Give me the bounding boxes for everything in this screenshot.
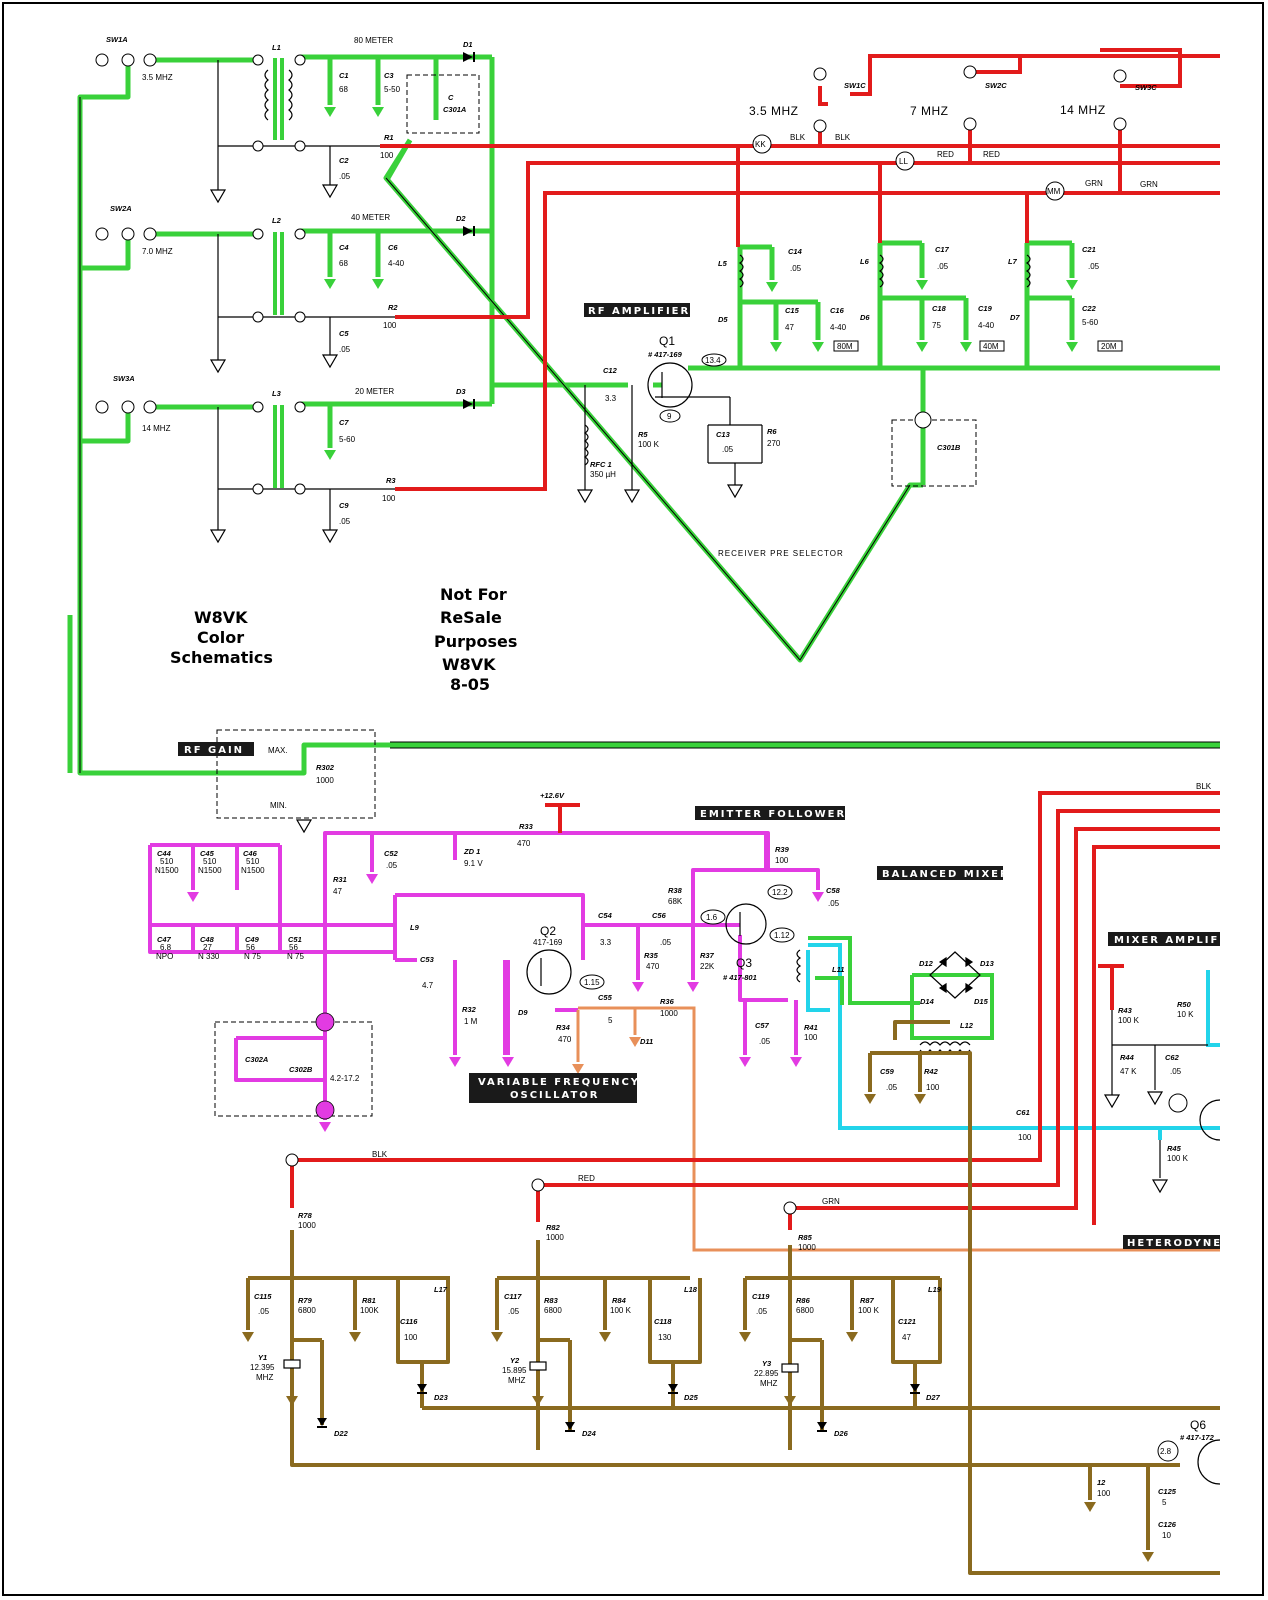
label-b40: 40M <box>983 342 999 351</box>
y2-value: 15.895 <box>502 1366 527 1375</box>
c45-label: C45 <box>200 849 214 858</box>
d7-label: D7 <box>1010 313 1020 322</box>
l11-label: L11 <box>832 965 845 974</box>
label-40m: 40 METER <box>351 213 391 222</box>
r302-label: R302 <box>316 763 334 772</box>
c7-label: C7 <box>339 418 349 427</box>
y2-label: Y2 <box>510 1356 520 1365</box>
r87-value: 100 K <box>858 1306 879 1315</box>
c-label: C <box>448 93 454 102</box>
r41-label: R41 <box>804 1023 818 1032</box>
q1-drain-voltage: 13.4 <box>705 356 721 365</box>
y3-label: Y3 <box>762 1359 772 1368</box>
tag-grn-3: GRN <box>822 1197 840 1206</box>
r41-value: 100 <box>804 1033 818 1042</box>
q1-part: # 417-169 <box>648 350 682 359</box>
c47-label: C47 <box>157 935 171 944</box>
watermark-right-5: 8-05 <box>450 675 491 694</box>
q3-collector-voltage: 12.2 <box>772 888 788 897</box>
label-top-7: 7 MHZ <box>910 104 949 118</box>
y1-unit: MHZ <box>256 1373 274 1382</box>
tag-blk-4: BLK <box>372 1150 388 1159</box>
tag-red-3: RED <box>578 1174 595 1183</box>
r3-value: 100 <box>382 494 396 503</box>
l17-label: L17 <box>434 1285 447 1294</box>
vcc-label: +12.6V <box>540 791 564 800</box>
title-rf-gain: RF GAIN <box>184 745 245 756</box>
heterodyne-labels <box>250 1211 1215 1540</box>
c59-label: C59 <box>880 1067 894 1076</box>
c302b-label: C302B <box>289 1065 313 1074</box>
c116-label: C116 <box>400 1317 418 1326</box>
watermark-right-4: W8VK <box>442 655 496 674</box>
title-vfo-2: OSCILLATOR <box>510 1090 600 1101</box>
d24-label: D24 <box>582 1429 596 1438</box>
c21-label: C21 <box>1082 245 1096 254</box>
c115-label: C115 <box>254 1292 272 1301</box>
c12-label: C12 <box>603 366 617 375</box>
title-mixer-amplifier: MIXER AMPLIF <box>1114 935 1220 946</box>
r2-label: R2 <box>388 303 398 312</box>
r86-value: 6800 <box>796 1306 814 1315</box>
r39-label: R39 <box>775 845 789 854</box>
c53-value: 4.7 <box>422 981 434 990</box>
r12-label: 12 <box>1097 1478 1106 1487</box>
rfc1-label: RFC 1 <box>590 460 612 469</box>
c18-value: 75 <box>932 321 941 330</box>
c13-label: C13 <box>716 430 730 439</box>
d11-label: D11 <box>640 1037 654 1046</box>
c5-value: .05 <box>339 345 351 354</box>
c15-label: C15 <box>785 306 799 315</box>
l12-label: L12 <box>960 1021 973 1030</box>
d23-label: D23 <box>434 1393 448 1402</box>
c59-value: .05 <box>886 1083 898 1092</box>
vcc-rail <box>545 805 580 833</box>
c44-tc: N1500 <box>155 866 179 875</box>
test-point-4 <box>1169 1094 1187 1112</box>
c118-value: 130 <box>658 1333 672 1342</box>
q-mixer-amp-partial <box>1200 1100 1220 1140</box>
c55-label: C55 <box>598 993 612 1002</box>
c3-value: 5-50 <box>384 85 401 94</box>
r37-label: R37 <box>700 951 714 960</box>
r302-value: 1000 <box>316 776 334 785</box>
c22-label: C22 <box>1082 304 1096 313</box>
y3-value: 22.895 <box>754 1369 779 1378</box>
transformer-l1 <box>265 58 292 140</box>
c52-value: .05 <box>386 861 398 870</box>
r78-label: R78 <box>298 1211 312 1220</box>
r85-label: R85 <box>798 1233 812 1242</box>
c56-value: .05 <box>660 938 672 947</box>
coils <box>585 255 1030 465</box>
r34-label: R34 <box>556 1023 570 1032</box>
title-vfo-1: VARIABLE FREQUENCY <box>478 1077 641 1088</box>
rfc1-value: 350 µH <box>590 470 616 479</box>
title-boxes <box>178 303 1223 1249</box>
label-80m: 80 METER <box>354 36 394 45</box>
r33-value: 470 <box>517 839 531 848</box>
green-ground-arrows <box>324 107 1078 460</box>
d5-label: D5 <box>718 315 728 324</box>
c54-value: 3.3 <box>600 938 612 947</box>
r78-value: 1000 <box>298 1221 316 1230</box>
c7-value: 5-60 <box>339 435 356 444</box>
d26-label: D26 <box>834 1429 848 1438</box>
r35-label: R35 <box>644 951 658 960</box>
label-f2: 7.0 MHZ <box>142 247 173 256</box>
c9-label: C9 <box>339 501 349 510</box>
r37-value: 22K <box>700 962 715 971</box>
c49-tc: N 75 <box>244 952 261 961</box>
tag-grn-1: GRN <box>1085 179 1103 188</box>
r42-value: 100 <box>926 1083 940 1092</box>
component-labels-top <box>272 40 1100 526</box>
mixer-cyan-wiring <box>808 945 1220 1140</box>
c48-tc: N 330 <box>198 952 220 961</box>
q1-label: Q1 <box>659 334 676 348</box>
label-20m: 20 METER <box>355 387 395 396</box>
transformer-l11 <box>797 950 800 982</box>
c47-tc: NPO <box>156 952 174 961</box>
c13-value: .05 <box>722 445 734 454</box>
r34-value: 470 <box>558 1035 572 1044</box>
r31-value: 47 <box>333 887 342 896</box>
d3-label: D3 <box>456 387 466 396</box>
heterodyne-terminals <box>286 1154 1178 1461</box>
title-heterodyne: HETERODYNE <box>1127 1238 1223 1249</box>
d12-label: D12 <box>919 959 933 968</box>
c117-value: .05 <box>508 1307 520 1316</box>
r50-label: R50 <box>1177 1000 1191 1009</box>
ground-symbols-mixer <box>297 820 1167 1192</box>
c119-label: C119 <box>752 1292 770 1301</box>
c58-label: C58 <box>826 886 840 895</box>
watermark-left-1: W8VK <box>194 608 248 627</box>
d25-label: D25 <box>684 1393 698 1402</box>
watermark-left-3: Schematics <box>170 648 273 667</box>
r12-value: 100 <box>1097 1489 1111 1498</box>
r83-value: 6800 <box>544 1306 562 1315</box>
r36-label: R36 <box>660 997 674 1006</box>
r85-value: 1000 <box>798 1243 816 1252</box>
c302-value: 4.2-17.2 <box>330 1074 360 1083</box>
c49-label: C49 <box>245 935 259 944</box>
crystals <box>284 1360 798 1372</box>
min-label: MIN. <box>270 801 287 810</box>
r6-value: 270 <box>767 439 781 448</box>
tag-grn-2: GRN <box>1140 180 1158 189</box>
c125-value: 5 <box>1162 1498 1167 1507</box>
c5-label: C5 <box>339 329 349 338</box>
l6-label: L6 <box>860 257 869 266</box>
tag-blk-1: BLK <box>790 133 806 142</box>
c58-value: .05 <box>828 899 840 908</box>
r45-label: R45 <box>1167 1144 1181 1153</box>
watermark-right-2: ReSale <box>440 608 502 627</box>
c45-value: 510 <box>203 857 217 866</box>
label-b20: 20M <box>1101 342 1117 351</box>
q6-transistor <box>1198 1440 1220 1484</box>
zd1-value: 9.1 V <box>464 859 483 868</box>
c9-value: .05 <box>339 517 351 526</box>
orange-arrows <box>572 1037 641 1074</box>
d15-label: D15 <box>974 997 988 1006</box>
r86-label: R86 <box>796 1296 810 1305</box>
rf-input-outline <box>80 97 1220 773</box>
label-sw2a: SW2A <box>110 204 132 213</box>
c117-label: C117 <box>504 1292 522 1301</box>
c48-value: 27 <box>203 943 212 952</box>
q6-voltage: 2.8 <box>1160 1447 1172 1456</box>
r81-value: 100K <box>360 1306 379 1315</box>
label-sw3a: SW3A <box>113 374 135 383</box>
tag-ll: LL <box>899 157 908 166</box>
label-sw1c: SW1C <box>844 81 866 90</box>
c1-value: 68 <box>339 85 348 94</box>
c121-label: C121 <box>898 1317 916 1326</box>
c16-value: 4-40 <box>830 323 847 332</box>
c56-label: C56 <box>652 911 666 920</box>
label-f1: 3.5 MHZ <box>142 73 173 82</box>
r1-value: 100 <box>380 151 394 160</box>
rf-gain-labels <box>268 746 335 810</box>
q2-part: 417-169 <box>533 938 563 947</box>
r39-value: 100 <box>775 856 789 865</box>
q3-part: # 417-801 <box>723 973 757 982</box>
tag-mm: MM <box>1047 187 1061 196</box>
c302a-label: C302A <box>245 1055 269 1064</box>
transformer-l2 <box>275 232 282 315</box>
c301a-label: C301A <box>443 105 467 114</box>
c49-value: 56 <box>246 943 255 952</box>
c2-label: C2 <box>339 156 349 165</box>
c4-value: 68 <box>339 259 348 268</box>
d22-label: D22 <box>334 1429 348 1438</box>
r79-label: R79 <box>298 1296 312 1305</box>
r42-label: R42 <box>924 1067 938 1076</box>
c6-value: 4-40 <box>388 259 405 268</box>
q2-source-voltage: 1.15 <box>584 978 600 987</box>
c62-label: C62 <box>1165 1053 1179 1062</box>
title-balanced-mixer: BALANCED MIXER <box>882 869 1010 880</box>
c18-label: C18 <box>932 304 946 313</box>
tag-red-2: RED <box>983 150 1000 159</box>
d9-label: D9 <box>518 1008 528 1017</box>
y1-value: 12.395 <box>250 1363 275 1372</box>
r35-value: 470 <box>646 962 660 971</box>
y3-unit: MHZ <box>760 1379 778 1388</box>
tag-red-1: RED <box>937 150 954 159</box>
c51-value: 56 <box>289 943 298 952</box>
c46-tc: N1500 <box>241 866 265 875</box>
q1-source-voltage: 9 <box>667 412 672 421</box>
c57-value: .05 <box>759 1037 771 1046</box>
c126-label: C126 <box>1158 1520 1176 1529</box>
c52-label: C52 <box>384 849 398 858</box>
c14-label: C14 <box>788 247 802 256</box>
watermark-left-2: Color <box>197 628 245 647</box>
c14-value: .05 <box>790 264 802 273</box>
r44-value: 47 K <box>1120 1067 1137 1076</box>
c61-value: 100 <box>1018 1133 1032 1142</box>
r43-value: 100 K <box>1118 1016 1139 1025</box>
label-receiver-preselector: RECEIVER PRE SELECTOR <box>718 549 844 558</box>
l5-label: L5 <box>718 259 727 268</box>
l2-label: L2 <box>272 216 281 225</box>
c45-tc: N1500 <box>198 866 222 875</box>
r38-value: 68K <box>668 897 683 906</box>
c47-value: 6.8 <box>160 943 172 952</box>
c61-label: C61 <box>1016 1108 1030 1117</box>
c51-tc: N 75 <box>287 952 304 961</box>
r84-label: R84 <box>612 1296 626 1305</box>
q2-label: Q2 <box>540 924 557 938</box>
d14-label: D14 <box>920 997 934 1006</box>
l9-label: L9 <box>410 923 419 932</box>
r84-value: 100 K <box>610 1306 631 1315</box>
d13-label: D13 <box>980 959 994 968</box>
q6-label: Q6 <box>1190 1418 1207 1432</box>
r36-value: 1000 <box>660 1009 678 1018</box>
label-b80: 80M <box>837 342 853 351</box>
c21-value: .05 <box>1088 262 1100 271</box>
c2-value: .05 <box>339 172 351 181</box>
r50-value: 10 K <box>1177 1010 1194 1019</box>
d2-label: D2 <box>456 214 466 223</box>
c19-value: 4-40 <box>978 321 995 330</box>
c12-value: 3.3 <box>605 394 617 403</box>
label-sw2c: SW2C <box>985 81 1007 90</box>
r79-value: 6800 <box>298 1306 316 1315</box>
y1-label: Y1 <box>258 1353 268 1362</box>
l7-label: L7 <box>1008 257 1017 266</box>
c119-value: .05 <box>756 1307 768 1316</box>
c1-label: C1 <box>339 71 349 80</box>
r31-label: R31 <box>333 875 347 884</box>
r83-label: R83 <box>544 1296 558 1305</box>
c301b-label: C301B <box>937 443 961 452</box>
r82-value: 1000 <box>546 1233 564 1242</box>
r2-value: 100 <box>383 321 397 330</box>
max-label: MAX. <box>268 746 288 755</box>
c46-label: C46 <box>243 849 257 858</box>
c51-label: C51 <box>288 935 302 944</box>
c6-label: C6 <box>388 243 398 252</box>
mixer-amp-red <box>1098 966 1124 1010</box>
l1-label: L1 <box>272 43 281 52</box>
watermark-right-3: Purposes <box>434 632 518 651</box>
c62-value: .05 <box>1170 1067 1182 1076</box>
d27-label: D27 <box>926 1393 940 1402</box>
label-top-14: 14 MHZ <box>1060 103 1106 117</box>
q3-emitter-voltage: 1.12 <box>774 931 790 940</box>
r32-label: R32 <box>462 1005 476 1014</box>
y2-unit: MHZ <box>508 1376 526 1385</box>
tag-blk-2: BLK <box>835 133 851 142</box>
mixer-amp-wiring <box>1112 1010 1208 1178</box>
q3-base-voltage: 1.6 <box>706 913 718 922</box>
c4-label: C4 <box>339 243 349 252</box>
r6-label: R6 <box>767 427 777 436</box>
c17-value: .05 <box>937 262 949 271</box>
title-emitter-follower: EMITTER FOLLOWER <box>700 809 847 820</box>
c55-value: 5 <box>608 1016 613 1025</box>
watermark-right-1: Not For <box>440 585 507 604</box>
label-f3: 14 MHZ <box>142 424 171 433</box>
c44-label: C44 <box>157 849 171 858</box>
c17-label: C17 <box>935 245 949 254</box>
c44-value: 510 <box>160 857 174 866</box>
r45-value: 100 K <box>1167 1154 1188 1163</box>
r5-label: R5 <box>638 430 648 439</box>
q2-transistor <box>527 950 571 994</box>
c46-value: 510 <box>246 857 260 866</box>
red-wiring-bottom <box>292 793 1220 1230</box>
d1-label: D1 <box>463 40 473 49</box>
mixer-labels <box>832 959 1194 1163</box>
transformer-l3 <box>275 405 282 488</box>
l19-label: L19 <box>928 1285 941 1294</box>
r33-label: R33 <box>519 822 533 831</box>
c115-value: .05 <box>258 1307 270 1316</box>
c118-label: C118 <box>654 1317 672 1326</box>
d6-label: D6 <box>860 313 870 322</box>
r81-label: R81 <box>362 1296 376 1305</box>
c121-value: 47 <box>902 1333 911 1342</box>
c3-label: C3 <box>384 71 394 80</box>
r44-label: R44 <box>1120 1053 1134 1062</box>
c48-label: C48 <box>200 935 214 944</box>
c125-label: C125 <box>1158 1487 1176 1496</box>
r1-label: R1 <box>384 133 394 142</box>
switch-terminals <box>96 54 1126 494</box>
q6-part: # 417-172 <box>1180 1433 1214 1442</box>
c116-value: 100 <box>404 1333 418 1342</box>
l3-label: L3 <box>272 389 281 398</box>
r82-label: R82 <box>546 1223 560 1232</box>
c53-label: C53 <box>420 955 434 964</box>
label-sw3c: SW3C <box>1135 83 1157 92</box>
c15-value: 47 <box>785 323 794 332</box>
c57-label: C57 <box>755 1021 769 1030</box>
tag-blk-3: BLK <box>1196 782 1212 791</box>
r32-value: 1 M <box>464 1017 478 1026</box>
c16-label: C16 <box>830 306 844 315</box>
r3-label: R3 <box>386 476 396 485</box>
title-rf-amplifier: RF AMPLIFIER <box>588 306 691 317</box>
q3-label: Q3 <box>736 956 753 970</box>
c22-value: 5-60 <box>1082 318 1099 327</box>
label-top-35: 3.5 MHZ <box>749 104 799 118</box>
label-sw1a: SW1A <box>106 35 128 44</box>
zd1-label: ZD 1 <box>464 847 481 856</box>
r5-value: 100 K <box>638 440 659 449</box>
tag-kk: KK <box>755 140 766 149</box>
r87-label: R87 <box>860 1296 874 1305</box>
c19-label: C19 <box>978 304 992 313</box>
c126-value: 10 <box>1162 1531 1171 1540</box>
r38-label: R38 <box>668 886 682 895</box>
r43-label: R43 <box>1118 1006 1132 1015</box>
c54-label: C54 <box>598 911 612 920</box>
l18-label: L18 <box>684 1285 697 1294</box>
